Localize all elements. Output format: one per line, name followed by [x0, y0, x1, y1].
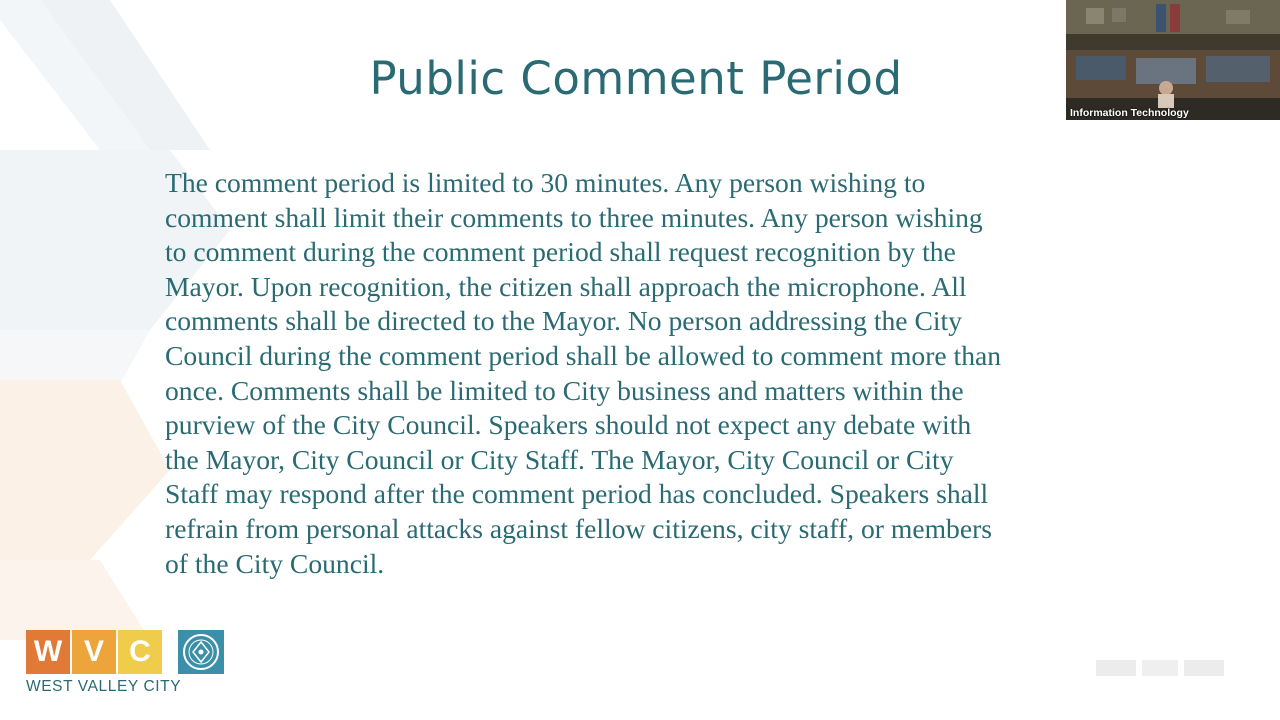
city-seal-icon	[178, 630, 224, 674]
logo-tile-c: C	[118, 630, 162, 674]
video-overlay[interactable]	[1066, 0, 1280, 120]
video-overlay-label: Information Technology	[1070, 107, 1189, 119]
logo-tile-w: W	[26, 630, 70, 674]
logo-tile-v: V	[72, 630, 116, 674]
logo-city-name: WEST VALLEY CITY	[26, 678, 182, 695]
slide-title: Public Comment Period	[369, 52, 903, 105]
west-valley-city-logo	[26, 630, 226, 700]
slide-body-text: The comment period is limited to 30 minutes. Any person wishing to comment shall limit their comments to three minutes. Any person wishing to comment during the comment period shall request recognition by the Mayor. Upon recognition, the citizen shall approach the microphone. All comments shall be directed to the Mayor. No person addressing the City Council during the comment period shall be allowed to comment more than once. Comments shall be limited to City business and matters within the purview of the City Council. Speakers should not expect any debate with the Mayor, City Council or City Staff. The Mayor, City Council or City Staff may respond after the comment period has concluded. Speakers shall refrain from personal attacks against fellow citizens, city staff, or members of the City Council.	[165, 167, 1002, 579]
council-chamber-video	[1066, 0, 1280, 120]
watermark-logo	[1096, 656, 1226, 686]
